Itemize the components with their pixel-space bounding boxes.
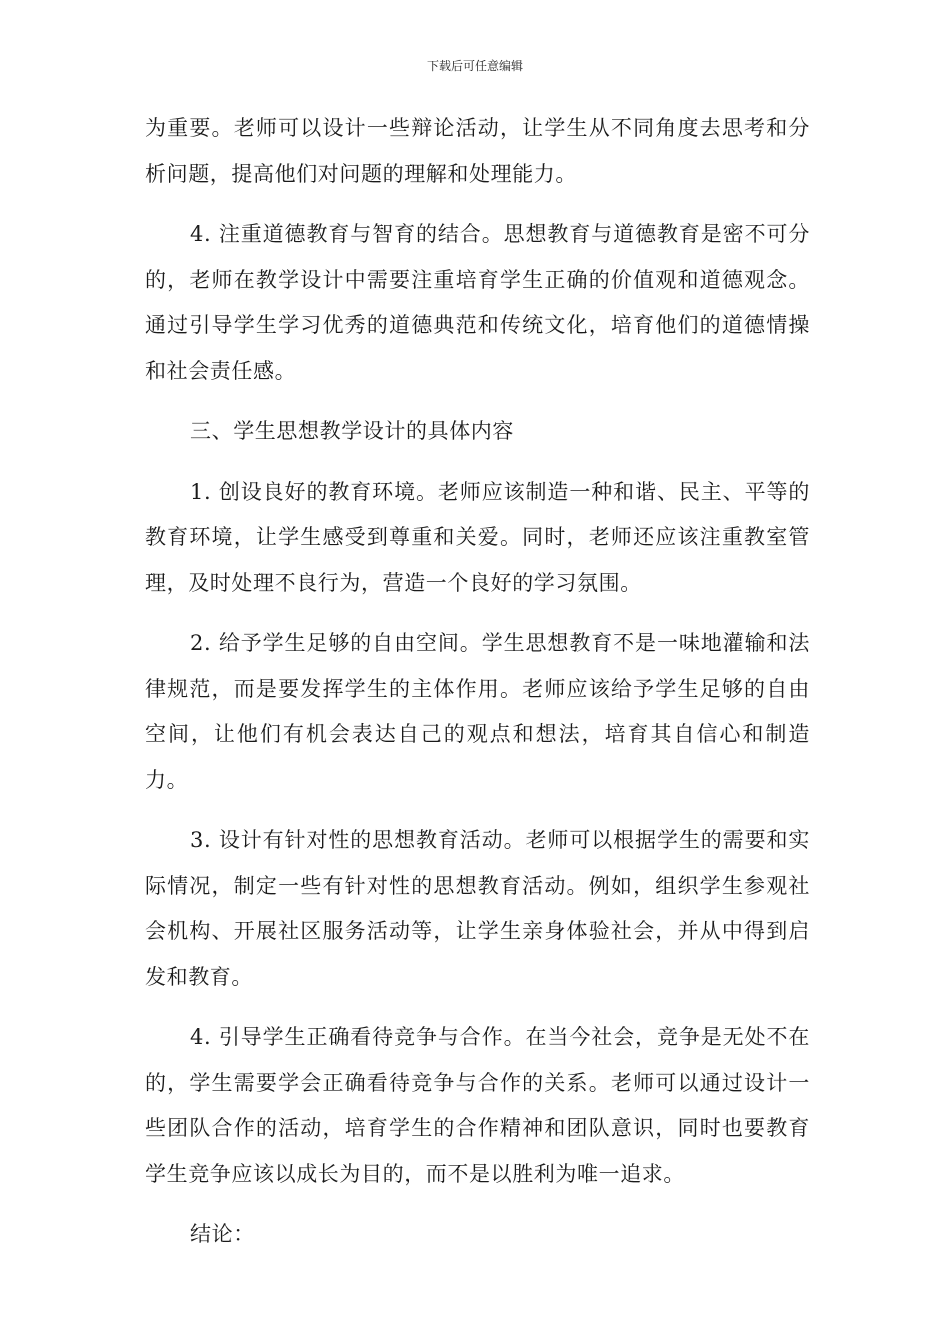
- page-header: 下载后可任意编辑: [426, 59, 523, 73]
- document-body: [145, 106, 810, 1273]
- section-heading: 三、学生思想教学设计的具体内容: [190, 419, 514, 443]
- paragraph-item-4: 4. 引导学生正确看待竞争与合作。在当今社会，竞争是无处不在的，学生需要学会正确看待竞争与合作的关系。老师可以通过设计一些团队合作的活动，培育学生的合作精神和团队意识，同时也要教育学生竞争应该以成长为目的，而不是以胜利为唯一追求。: [145, 1025, 810, 1186]
- paragraph-item-2: 2. 给予学生足够的自由空间。学生思想教育不是一味地灌输和法律规范，而是要发挥学生的主体作用。老师应该给予学生足够的自由空间，让他们有机会表达自己的观点和想法，培育其自信心和制造力。: [145, 631, 810, 792]
- conclusion-heading: 结论：: [190, 1222, 255, 1246]
- paragraph-moral-education: 4. 注重道德教育与智育的结合。思想教育与道德教育是密不可分的，老师在教学设计中需要注重培育学生正确的价值观和道德观念。通过引导学生学习优秀的道德典范和传统文化，培育他们的道德情操和社会责任感。: [145, 222, 810, 383]
- paragraph-item-3: 3. 设计有针对性的思想教育活动。老师可以根据学生的需要和实际情况，制定一些有针对性的思想教育活动。例如，组织学生参观社会机构、开展社区服务活动等，让学生亲身体验社会，并从中得到启发和教育。: [145, 828, 810, 989]
- paragraph-continuation: 为重要。老师可以设计一些辩论活动，让学生从不同角度去思考和分析问题，提高他们对问题的理解和处理能力。: [145, 116, 810, 186]
- paragraph-item-1: 1. 创设良好的教育环境。老师应该制造一种和谐、民主、平等的教育环境，让学生感受到尊重和关爱。同时，老师还应该注重教室管理，及时处理不良行为，营造一个良好的学习氛围。: [145, 479, 810, 595]
